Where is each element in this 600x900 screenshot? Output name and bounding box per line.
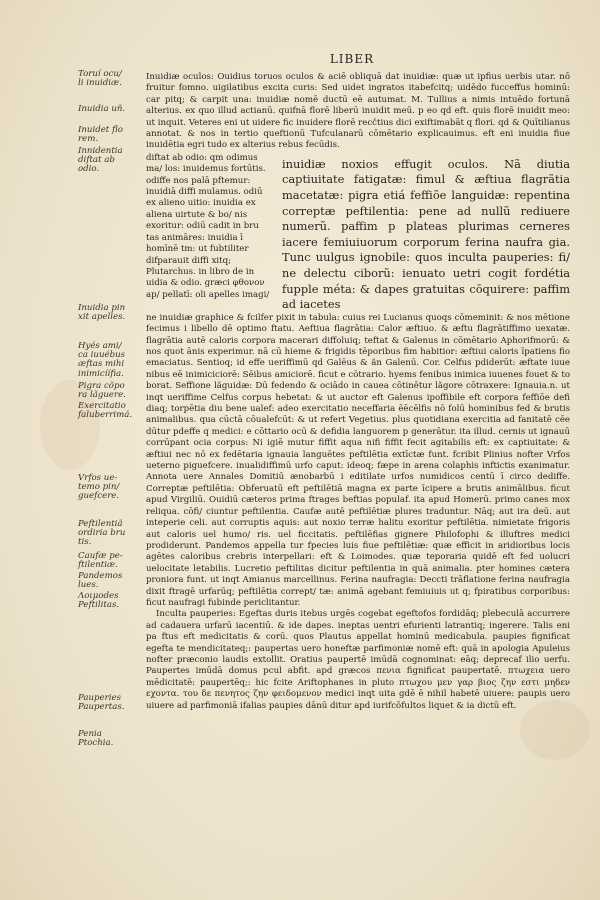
gloss-line: Penia xyxy=(78,729,102,739)
gloss-pandemos xyxy=(78,572,150,590)
running-head-label: LIBER xyxy=(329,52,375,66)
gloss-line: Inuidia uñ. xyxy=(78,104,126,114)
gloss-line: Pandemos xyxy=(78,571,123,581)
gloss-inuidia-pinxit xyxy=(78,304,150,322)
gloss-line: diftat ab xyxy=(78,155,115,166)
gloss-line: Caufæ pe- xyxy=(78,551,123,561)
commentary-left-column: diftat ab odio: qm odimus ma/ los: inuidemus fortūtis. odiffe nos palā pftemur: inuidiā diffi mulamus. odiū ex alieno uitio: inuidia ex aliena uirtute & bo/ nis exoritur: odiū cadit in bru tas animāres: inuidia ī homīnē tm: ut fubtiliter difparauit diffi xitq; Plutarchus. in libro de in uidia & odio. græci φθονον ap/ pellatī: oli apelles imagi/ xyxy=(146,152,270,300)
gloss-line: Peftilitas. xyxy=(78,600,120,611)
gloss-line: Toruí ocu/ xyxy=(78,69,122,79)
gloss-line: æftas mihi xyxy=(78,359,125,370)
gloss-line: inimicíífia. xyxy=(78,368,124,379)
commentary-text xyxy=(146,72,570,712)
gloss-loimodes xyxy=(78,592,150,610)
gloss-line: tis. xyxy=(78,537,92,548)
source-text-excerpt: inuidiæ noxios effugit oculos. Nã diutia captiuitate fatigatæ: fimul & æftiua flagrãtia macetatæ: pigra etiá feffiõe languidæ: repentina correptæ peftilentia: pene ad nullũ rediuere numerũ. paffim p plateas plurimas cerneres iacere femiuiuorum corporum ferina naufra gia. Tunc uulgus ignobile: quos inculta pauperies: fi/ ne delectu ciborũ: ienuato uetri cogit fordétia fupple méta: & dapes gratuitas cōquirere: paffim ad iacetes xyxy=(282,156,570,312)
gloss-line: Inuidia pin xyxy=(78,303,126,313)
gloss-line: Peftilentiã xyxy=(78,519,123,529)
gloss-line: Ptochia. xyxy=(78,738,114,749)
gloss-line: Exercitatio xyxy=(78,401,126,411)
gloss-pauperies xyxy=(78,694,150,712)
gloss-hyems xyxy=(78,342,150,379)
gloss-line: Innidentia xyxy=(78,146,123,156)
gloss-line: ra lãguere. xyxy=(78,390,126,401)
gloss-inuidet-florem xyxy=(78,126,150,144)
gloss-causae xyxy=(78,552,150,570)
margin-glosses xyxy=(78,0,150,900)
gloss-pigra-corpora xyxy=(78,382,150,400)
gloss-line: ordiria bru xyxy=(78,528,126,539)
gloss-line: xit apelles. xyxy=(78,312,126,323)
gloss-line: Paupertas. xyxy=(78,702,125,713)
gloss-line: Hyés ami/ xyxy=(78,341,122,351)
gloss-line: lues. xyxy=(78,580,99,591)
paragraph-aestiua-flagrantia: ne inuidiæ graphice & fcilfer pixit in tabula: cuius rei Lucianus quoqs cōmeminit: & nos mētione fecimus i libello dē optimo ftatu. Aeftiua flagrātia: Calor æftiuo. & æftu flagrātiffimo uexatæ. flagrātia autē caloris corpora macerari diffoluiq; teftat & Galenus in cōmētario Aphorifmorū: & nos quot ānis experimur. nā cū hieme & frigidis tēporibus fim habitior: æftiui caloris īpatiens fio emaciatus. Sentioq; id effe ueriffimū qd Galēus & ăn Galenū. Cor. Celfus pdiderūt: æftate iuue nibus eē inimiciciorē: Sēibus amiciorē. ficut e cōtrario. hyems fenibus inimica iuuenes fouet & to borat. Seffione lãguidæ: Dū fedendo & ociādo in cauea cōtinētur lãgore cōtraxere: Ignauia.n. ut inqt ueriffime Celfus corpus hebetat: & ut auctor eft Galenus ipoffibile eft corpora feffiōe defi diaq; torpētia diu bene ualef: adeo exercitatio neceffaria ēēcēlfis nō folū hominibus fed & brutis animalibus. qua cūctā cōualefcūt: & ut refert Vegetius. plus quotidiana exercitia ad fanitatē cēe dūtur pdeffe q medici: e cōttario ocū & defidia languorem p generātur. ita illud. cernis ut ignauū corrūpant ocia corpus: Ni igiē mutur fiffit aqua nifi fiffit fecit agitabilis eft: ex captiuitate: & æftiui nec nō ex fedētaria ignauia languētes peftilētia extīctæ funt. fcribit Plinius nofter Vrfos ueterno piguefcere. inualidiffimū urfo caput: ideoq; fæpe in arena colaphis inftictis exanimatur. Annota uere Annales Domitiū ænobarbū i editilate urfos numidicos centū ī circo dediffe. Correptæ peftilētia: Obferuatū eft peftilētiā magna ex parte īcipere a brutis animālibus. ficut apud Virgiliū. Ouidiū cæteros prima ftrages beftias populaf. ita apud Homerū. primo canes mox reliqua. cōfi/ ciuntur peftilentia. Caufæ autē peftilētiæ plures traduntur. Nāq; aut ira deū. aut inteperie celi. aut corruptis aquis: aut noxio terræ halitu exoritur peftilētia. nimietate frigoris aut caloris uel humo/ ris. uel ficcitatis. peftilēfias gignere Philofophi & illuftres medici prodiderunt. Pandemos appella tur fpecies luis fiue peftilētiæ: quæ efficit in aridioribus locis agētes caloribus crebris interpellari: eft & Loimodes. quæ teporaria quidē eft fed uolucri uelocitate letabilis. Lucretio peftilitas dicitur peftilentia in quā animalia. pter homines cætera proniora funt. ut inqt Amianus marcellinus. Ferina naufragia: Deccti trāflatione ferina naufragia dixit ftragē urfarūq; peftilētia corrept/ tæ: animā agebant femiuiuis ut q; fpiratibus corporibus: ficut naufragi fubinde periclitantur. xyxy=(146,312,570,608)
gloss-line: temo pin/ xyxy=(78,482,120,493)
gloss-inuidia xyxy=(78,105,150,114)
gloss-line: Pauperies xyxy=(78,693,121,703)
gloss-vrsos xyxy=(78,474,150,502)
gloss-line: rem. xyxy=(78,134,99,145)
gloss-line: Inuidet flo xyxy=(78,125,123,135)
gloss-line: faluberrimá. xyxy=(78,410,133,421)
gloss-line: guefcere. xyxy=(78,491,120,502)
gloss-line: ca iuuébus xyxy=(78,350,126,361)
paragraph-inuidiae-oculos: Inuidiæ oculos: Ouidius toruos oculos & aciē obliquā dat inuidiæ: quæ ut ipfius uerbis utar. nō fruitur fomno. uigilatibus excita curis: Sed uidet ingratos itabefcitq; uidēdo fucceffus hominū: car pitq; & carpit una: inuidiæ nomē ductū eē autumat. M. Tullius a nimis intuēdo fortunā alterius. ex quo illud actianū. quifnā florē liberū inuidit meū. p eo qd eft. quis florē inuidit meo: ut inquit. Veteres eni ut uidere fic inuidere florē recčtius dici exiftimabāt q flori. qd & Quītilianus annotat. & nos in tertio queftionū Tufculanarū cōmētario explicauimus. eft eni inuidia fiue inuidētia egri tudo ex alterius rebus fecūdis. xyxy=(146,72,570,151)
gloss-line: Λοιμodes xyxy=(78,591,119,601)
gloss-pestilentia xyxy=(78,520,150,548)
gloss-line: li inuidiæ. xyxy=(78,78,122,89)
gloss-inuidentia xyxy=(78,147,150,175)
gloss-exercitatio xyxy=(78,402,150,420)
gloss-torui-oculi xyxy=(78,70,150,88)
gloss-line: ftilentiæ. xyxy=(78,560,118,571)
paragraph-inculta-pauperies: Inculta pauperies: Egeftas duris itebus urgēs cogebat egeftofos fordidāq; plebeculā accurrere ad cadauera urfarū iacentiū. & ide dapes. ineptas uentri efurienti latrantiq; ingerere. Talis eni pa ftus eft medicitatis & corū. quos Plautus appellat hominū medicabula. paupies fignificat egefta te mendicitateq;: paupertas uero honeftæ parfimoniæ nomē eft: quā in apologia Apuleius nofter præconio laudis extollit. Oratius paupertē imūdā cognominat: eāq; deprecaf ilio uerfu. Paupertes imūdā domus pcul abfit. apd græcos πενια fignificat paupertatē. πτωχεια uero mēdicitatē: paupertēq;: hic fcite Ariftophanes in pluto πτωχου μεν γαρ βιος ζην εστι μηδεν εχοντα. του δε πενητος ζην φειδομενον medici inqt uita gdē ē nihil habetē uiuere: paupis uero uiuere ad parfimoniā ifalias paupies dānū ditur apd iurifcōfultos liquet & ia dictū eft. xyxy=(146,609,570,711)
quoted-text-block xyxy=(146,153,570,313)
gloss-line: odio. xyxy=(78,164,100,175)
gloss-line: Pigra cõpo xyxy=(78,381,125,391)
gloss-line: Vrfos ue- xyxy=(78,473,118,483)
gloss-penia xyxy=(78,730,150,748)
